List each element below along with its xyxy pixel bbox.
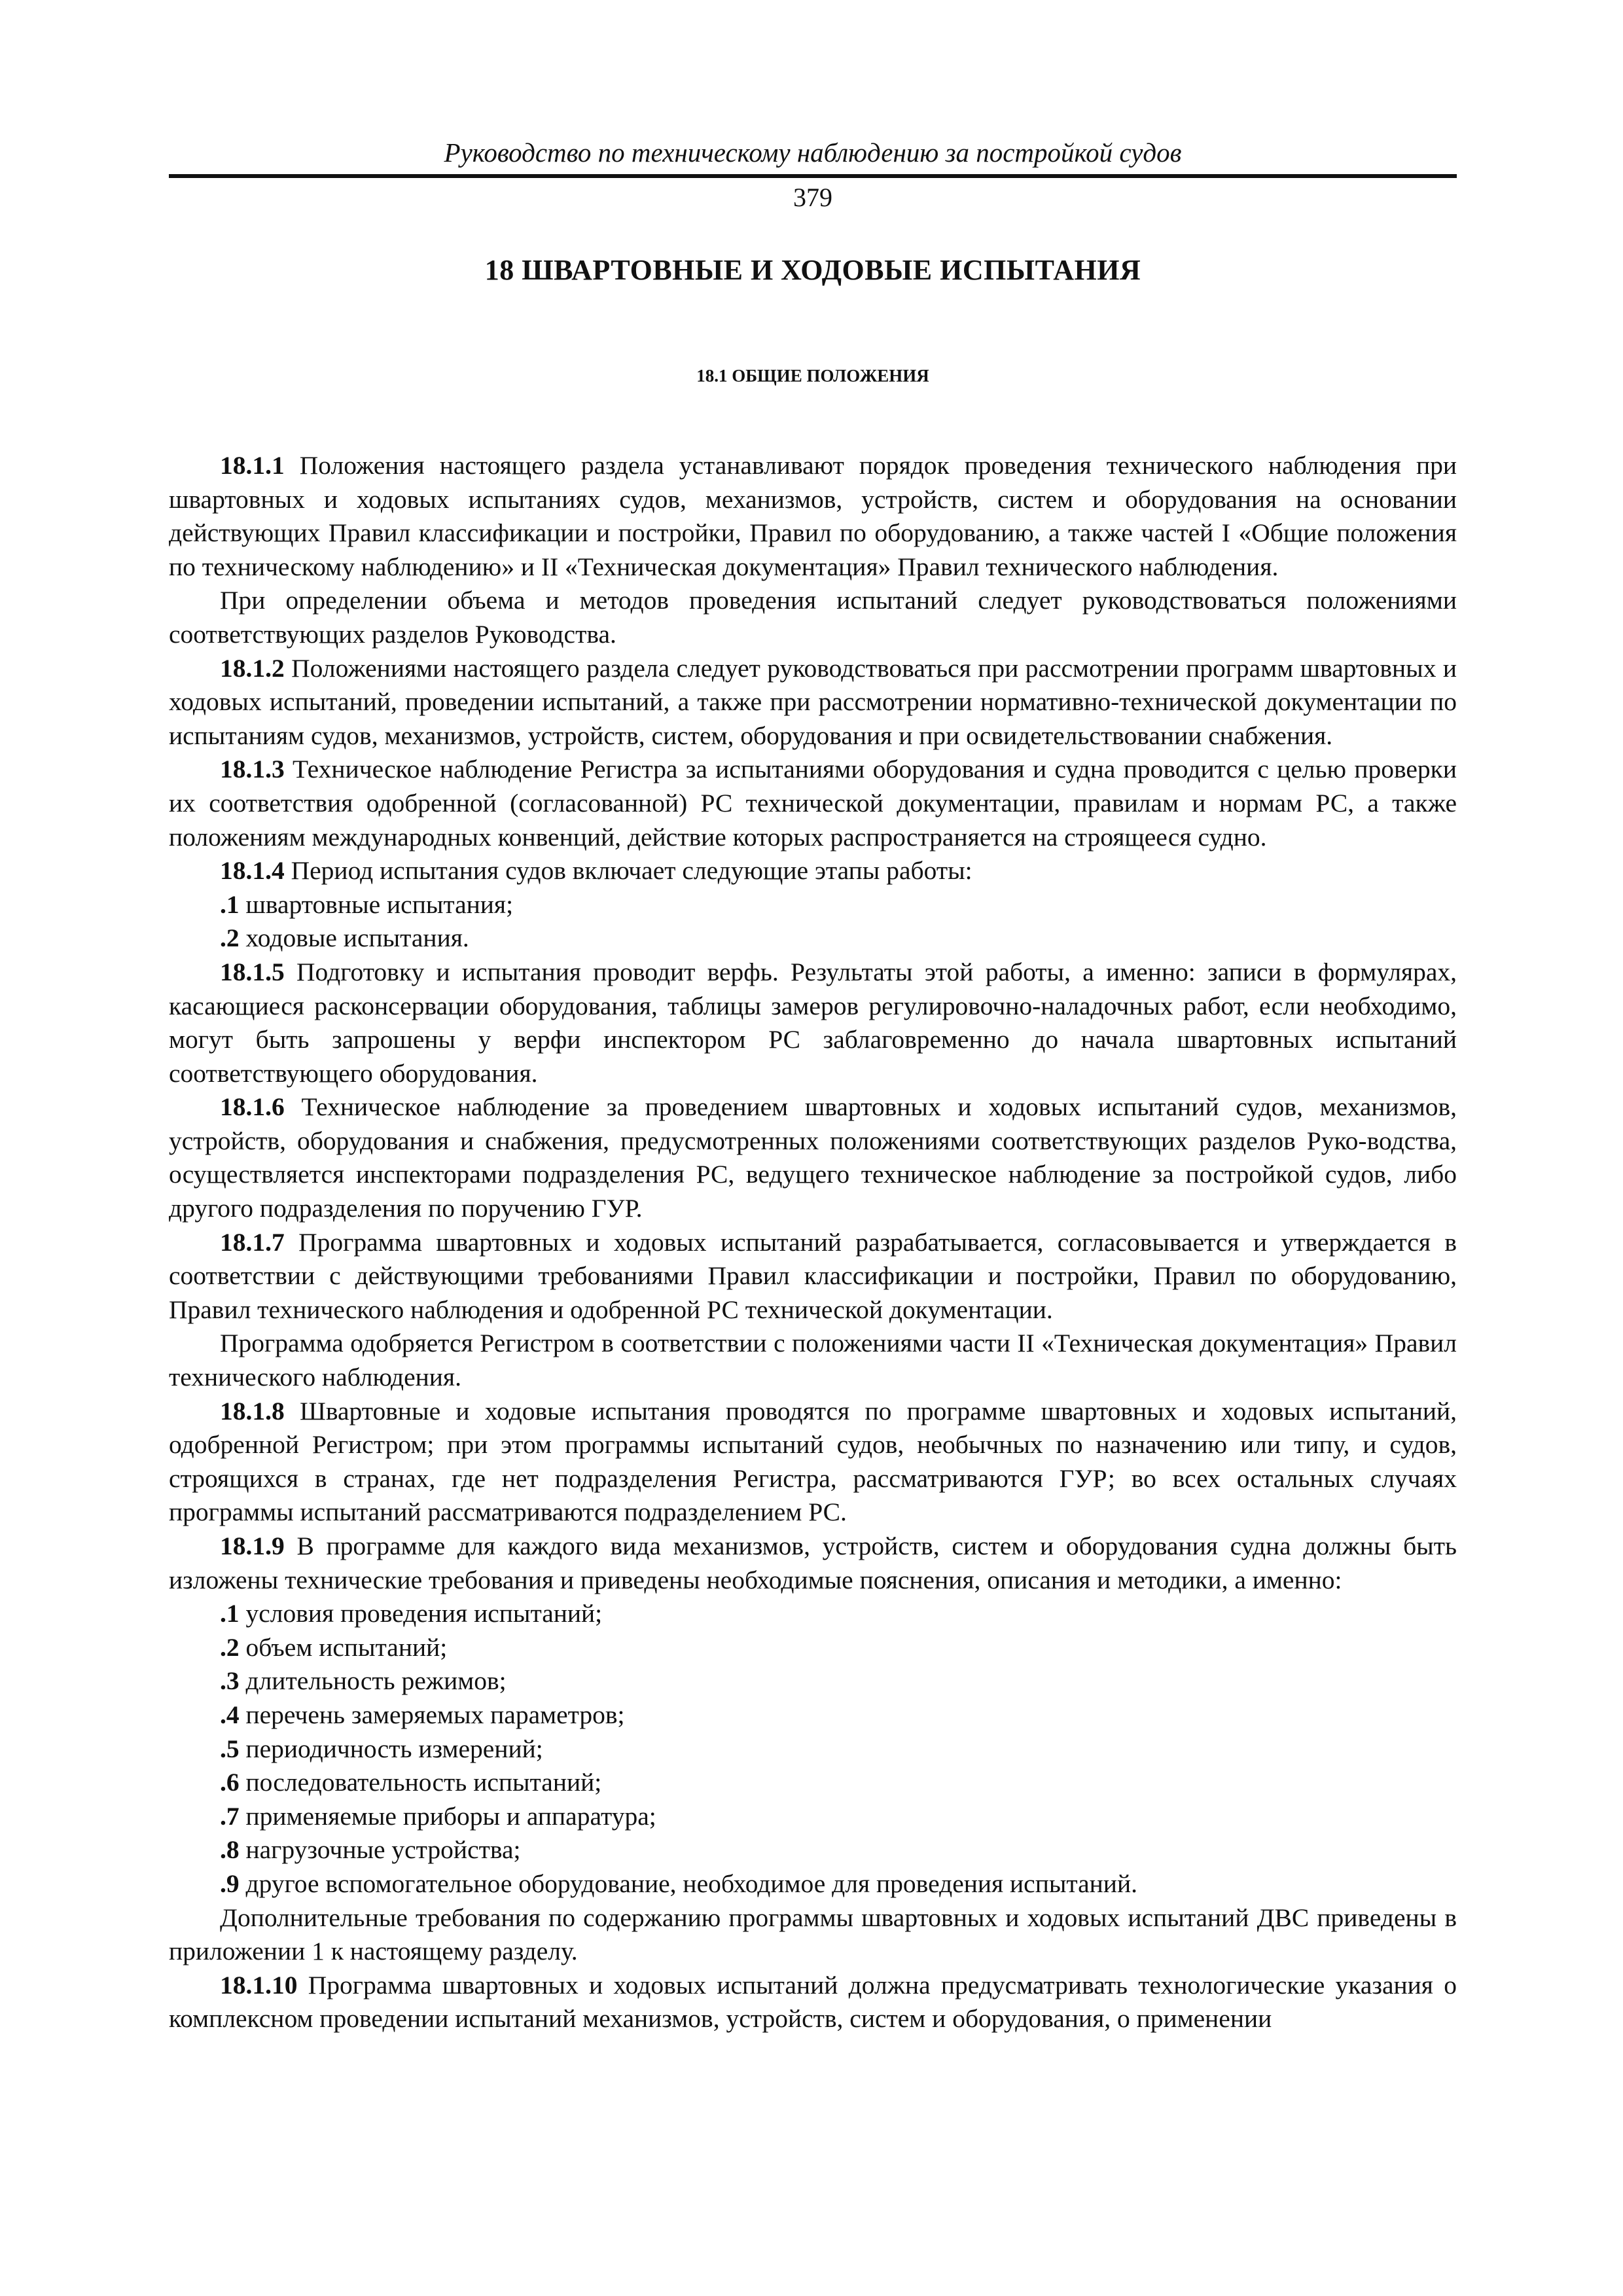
paragraph <box>169 854 1457 888</box>
list-item-number: .6 <box>220 1768 240 1797</box>
list-item-text: ходовые испытания. <box>239 924 469 953</box>
paragraph <box>169 1901 1457 1969</box>
list-item <box>169 1800 1457 1834</box>
clause-number: 18.1.6 <box>220 1092 285 1122</box>
list-item-number: .8 <box>220 1835 240 1865</box>
paragraph <box>169 1395 1457 1530</box>
list-item-text: нагрузочные устройства; <box>239 1835 521 1865</box>
list-item <box>169 922 1457 956</box>
document-body <box>169 449 1457 2036</box>
list-item-number: .7 <box>220 1801 240 1831</box>
list-item-number: .9 <box>220 1869 240 1898</box>
list-item-text: объем испытаний; <box>239 1632 448 1662</box>
clause-number: 18.1.7 <box>220 1227 285 1257</box>
list-item-text: длительность режимов; <box>239 1666 507 1696</box>
paragraph <box>169 584 1457 651</box>
paragraph-text: Техническое наблюдение Регистра за испытаниями оборудования и судна проводится с целью проверки их соответствия одобренной (согласованной) РС технической документации, правилам и нормам РС, а также положениям международных конвенций, действие которых распространяется на строящееся судно. <box>169 755 1457 852</box>
paragraph-text: Программа швартовных и ходовых испытаний должна предусматривать технологические указания о комплексном проведении испытаний механизмов, устройств, систем и оборудования, о применении <box>169 1970 1457 2034</box>
chapter-title: 18 ШВАРТОВНЫЕ И ХОДОВЫЕ ИСПЫТАНИЯ <box>484 254 1141 286</box>
paragraph <box>169 956 1457 1090</box>
paragraph-text: Программа одобряется Регистром в соответствии с положениями части II «Техническая документация» Правил технического наблюдения. <box>169 1329 1457 1392</box>
page-number: 379 <box>793 183 832 212</box>
list-item-number: .3 <box>220 1666 240 1696</box>
list-item-text: периодичность измерений; <box>239 1734 543 1763</box>
paragraph <box>169 1530 1457 1597</box>
paragraph-text: Положениями настоящего раздела следует руководствоваться при рассмотрении программ швартовных и ходовых испытаний, проведении испытаний, а также при рассмотрении нормативно-технической документации по испытаниям судов, механизмов, устройств, систем, оборудования и при освидетельствовании снабжения. <box>169 653 1457 750</box>
list-item <box>169 1867 1457 1901</box>
paragraph <box>169 1327 1457 1394</box>
list-item <box>169 1732 1457 1767</box>
paragraph-text: Швартовные и ходовые испытания проводятся по программе швартовных и ходовых испытаний, одобренной Регистром; при этом программы испытаний судов, необычных по назначению или типу, и судов, строящихся в странах, где нет подразделения Регистра, рассматриваются ГУР; во всех остальных случаях программы испытаний рассматриваются подразделением РС. <box>169 1396 1457 1527</box>
paragraph-text: При определении объема и методов проведения испытаний следует руководствоваться положениями соответствующих разделов Руководства. <box>169 586 1457 649</box>
paragraph <box>169 1969 1457 2036</box>
list-item-number: .2 <box>220 924 240 953</box>
paragraph-text: В программе для каждого вида механизмов, устройств, систем и оборудования судна должны быть изложены технические требования и приведены необходимые пояснения, описания и методики, а именно: <box>169 1532 1457 1594</box>
list-item-text: перечень замеряемых параметров; <box>239 1700 625 1729</box>
section-title: 18.1 ОБЩИЕ ПОЛОЖЕНИЯ <box>696 366 929 386</box>
paragraph-text: Дополнительные требования по содержанию программы швартовных и ходовых испытаний ДВС приведены в приложении 1 к настоящему разделу. <box>169 1903 1457 1966</box>
list-item-text: применяемые приборы и аппаратура; <box>239 1801 656 1831</box>
paragraph-text: Техническое наблюдение за проведением швартовных и ходовых испытаний судов, механизмов, устройств, оборудования и снабжения, предусмотренных положениями соответствующих разделов Руко-водства, осуществляется инспекторами подразделения РС, ведущего техническое наблюдение за постройкой судов, либо другого подразделения по поручению ГУР. <box>169 1092 1457 1223</box>
paragraph <box>169 1090 1457 1225</box>
list-item <box>169 1597 1457 1631</box>
list-item <box>169 1766 1457 1800</box>
clause-number: 18.1.2 <box>220 653 285 683</box>
paragraph <box>169 652 1457 753</box>
list-item <box>169 1698 1457 1732</box>
header-rule <box>169 174 1457 178</box>
list-item-number: .5 <box>220 1734 240 1763</box>
list-item-text: швартовные испытания; <box>239 889 514 919</box>
paragraph <box>169 1226 1457 1327</box>
paragraph-text: Период испытания судов включает следующие этапы работы: <box>284 856 972 886</box>
paragraph-text: Положения настоящего раздела устанавливают порядок проведения технического наблюдения при швартовных и ходовых испытаниях судов, механизмов, устройств, систем и оборудования на основании действующих Правил классификации и постройки, Правил по оборудованию, а также частей I «Общие положения по техническому наблюдению» и II «Техническая документация» Правил технического наблюдения. <box>169 451 1457 581</box>
list-item-number: .4 <box>220 1700 240 1729</box>
paragraph <box>169 753 1457 854</box>
list-item-number: .1 <box>220 1599 240 1628</box>
running-title: Руководство по техническому наблюдению за постройкой судов <box>444 137 1182 168</box>
clause-number: 18.1.3 <box>220 755 285 784</box>
paragraph-text: Программа швартовных и ходовых испытаний разрабатывается, согласовывается и утверждается в соответствии с действующими требованиями Правил классификации и постройки, Правил по оборудованию, Правил технического наблюдения и одобренной РС технической документации. <box>169 1227 1457 1324</box>
clause-number: 18.1.9 <box>220 1532 285 1560</box>
clause-number: 18.1.1 <box>220 451 285 480</box>
list-item-number: .2 <box>220 1632 240 1662</box>
clause-number: 18.1.5 <box>220 957 285 986</box>
clause-number: 18.1.4 <box>220 856 285 886</box>
list-item <box>169 888 1457 922</box>
list-item-text: другое вспомогательное оборудование, необходимое для проведения испытаний. <box>239 1869 1137 1898</box>
paragraph <box>169 449 1457 584</box>
list-item-text: последовательность испытаний; <box>239 1768 602 1797</box>
list-item <box>169 1664 1457 1698</box>
list-item <box>169 1833 1457 1867</box>
list-item-number: .1 <box>220 889 240 919</box>
list-item <box>169 1631 1457 1665</box>
clause-number: 18.1.8 <box>220 1396 285 1426</box>
list-item-text: условия проведения испытаний; <box>239 1599 603 1628</box>
paragraph-text: Подготовку и испытания проводит верфь. Результаты этой работы, а именно: записи в формулярах, касающиеся расконсервации оборудования, таблицы замеров регулировочно-наладочных работ, если необходимо, могут быть запрошены у верфи инспектором РС заблаговременно до начала швартовных испытаний соответствующего оборудования. <box>169 957 1457 1088</box>
clause-number: 18.1.10 <box>220 1970 298 2000</box>
